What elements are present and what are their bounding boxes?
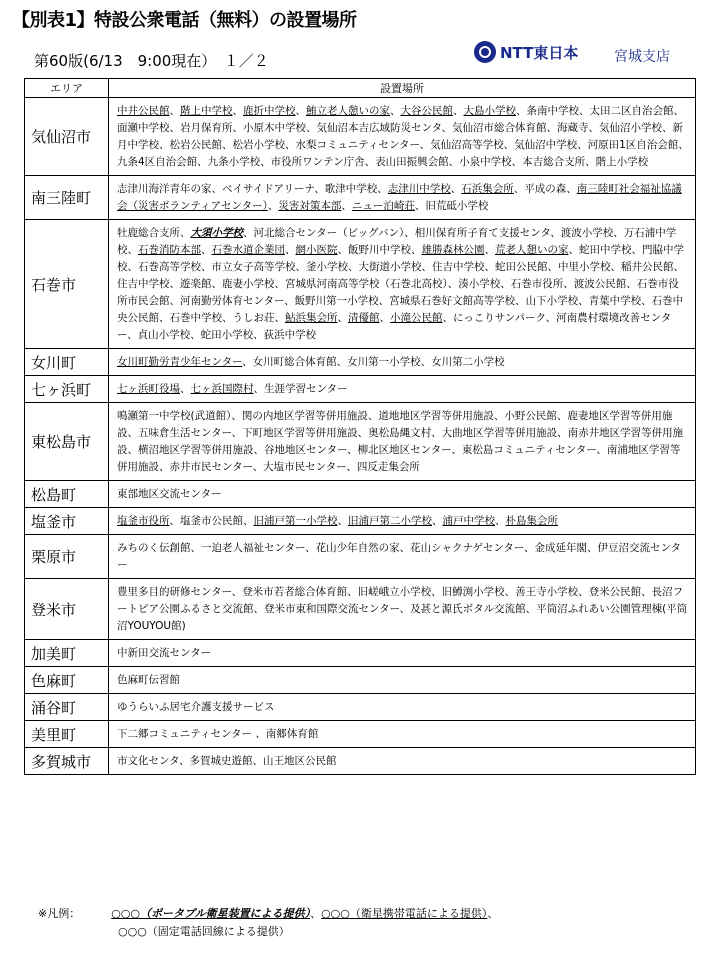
places-cell (109, 640, 696, 667)
place-segment: 市文化センタ、多賀城史遊館、山王地区公民館 (117, 755, 337, 767)
places-cell (109, 220, 696, 349)
place-segment-emphasized: 大谷公民館 (400, 105, 453, 117)
place-segment-emphasized: 災害対策本部 (278, 200, 342, 212)
place-segment-emphasized: 石巻消防本部 (138, 244, 201, 256)
places-cell (109, 176, 696, 220)
area-name: 登米市 (25, 579, 109, 640)
place-segment: 、 (453, 105, 464, 117)
place-segment: 、 (390, 105, 401, 117)
table-row (25, 667, 696, 694)
place-segment: 、 (484, 244, 495, 256)
places-cell (109, 721, 696, 748)
place-segment: 、 (379, 312, 390, 324)
table-header-row (25, 79, 696, 98)
place-segment-emphasized: 朴島集会所 (505, 515, 558, 527)
table-row (25, 220, 696, 349)
page-title: 【別表1】特設公衆電話（無料）の設置場所 (12, 10, 357, 31)
place-segment: 、 (432, 515, 443, 527)
places-cell (109, 694, 696, 721)
places-cell (109, 349, 696, 376)
place-segment: 、 (285, 244, 296, 256)
locations-table (24, 78, 696, 775)
place-segment: 、 (450, 183, 462, 195)
place-segment: 、平成の森、 (513, 183, 577, 195)
legend-satellite-phone: ○○○（衛星携帯電話による提供） (321, 907, 488, 920)
legend-line-2 (38, 923, 498, 941)
legend-portable-satellite: ○○○（ポータブル衛星装置による提供） (111, 907, 311, 920)
legend-label: ※凡例： (38, 907, 81, 920)
legend-separator: 、 (310, 907, 322, 920)
place-segment: 、 (337, 312, 348, 324)
place-segment-emphasized: 網小医院 (295, 244, 338, 256)
place-segment: 志津川海洋青年の家、ベイサイドアリーナ、歌津中学校、 (117, 183, 388, 195)
column-header-area: エリア (25, 79, 109, 98)
area-name: 気仙沼市 (25, 98, 109, 176)
place-segment-emphasized: 荒老人憩いの家 (495, 244, 569, 256)
place-segment-emphasized: 鮪立老人憩いの家 (306, 105, 390, 117)
place-segment-emphasized: 中井公民館 (117, 105, 170, 117)
legend-separator: 、 (487, 907, 499, 920)
place-segment: 牡鹿総合支所、 (117, 227, 191, 239)
ntt-logo-icon (474, 41, 496, 63)
table-row (25, 403, 696, 481)
logo-text: NTT東日本 (500, 43, 579, 62)
area-name: 石巻市 (25, 220, 109, 349)
table-row (25, 579, 696, 640)
table-row (25, 176, 696, 220)
place-segment: 鳴瀬第一中学校(武道館）、関の内地区学習等併用施設、道地地区学習等併用施設、小野公民館、鹿妻地区学習等併用施設、五味倉生活センター、下町地区学習等併用施設、奥松島縄文村、大曲地区学習等併用施設、南赤井地区学習等併用施設、横沼地区学習等併用施設、谷地地区センター、柳北区地区センター、東松島コミュニティセンター、南浦地区学習等併用施設、赤井市民センター、大塩市民センター、四反走集会所 (117, 410, 684, 473)
table-row (25, 535, 696, 579)
table-row (25, 481, 696, 508)
table-row (25, 694, 696, 721)
place-segment-emphasized: 大島小学校 (463, 105, 516, 117)
places-cell (109, 667, 696, 694)
area-name: 東松島市 (25, 403, 109, 481)
place-segment: ゆうらいふ居宅介護支援サービス (117, 701, 275, 713)
table-row (25, 640, 696, 667)
place-segment: 、飯野川中学校、 (337, 244, 422, 256)
area-name: 七ヶ浜町 (25, 376, 109, 403)
place-segment-emphasized: 七ヶ浜町役場 (117, 383, 180, 395)
area-name: 栗原市 (25, 535, 109, 579)
place-segment: 、条南中学校、太田二区自治会館、面瀬中学校、岩月保育所、小原木中学校、気仙沼本吉広域防災センタ、気仙沼市総合体育館、海蔵寺、気仙沼小学校、新月中学校、松岩公民館、松岩小学校、水梨コミュニティセンター、気仙沼高等学校、気仙沼中学校、河原田1区自治会館、九条4区自治会館、九条小学校、市役所ワンテン庁舎、表山田振興会館、小泉中学校、本吉総合支所、階上小学校 (117, 105, 689, 168)
place-segment: 、 (341, 200, 352, 212)
place-segment-emphasized: 旧浦戸第二小学校 (348, 515, 432, 527)
place-segment: 中新田交流センター (117, 647, 212, 659)
place-segment-emphasized: 浦戸中学校 (442, 515, 495, 527)
places-cell (109, 376, 696, 403)
place-segment-emphasized: 塩釜市役所 (117, 515, 170, 527)
table-row (25, 376, 696, 403)
edition-label: 第60版(6/13 9:00現在） １／２ (34, 52, 269, 70)
place-segment: 下二郷コミュニティセンター 、南郷体育館 (117, 728, 319, 740)
place-segment-emphasized: 鮎浜集会所 (285, 312, 338, 324)
place-segment: 豊里多目的研修センター、登米市若者総合体育館、旧嵯峨立小学校、旧鱒渕小学校、善王寺小学校、登米公民館、長沼フートピア公園ふるさと交流館、登米市東和国際交流センター、及甚と源氏ボタル交流館、平筒沼ふれあい公園管理棟(平筒沼YOUYOU館) (117, 586, 688, 632)
place-segment: 、 (169, 105, 180, 117)
legend-line-1 (38, 905, 498, 923)
place-segment-emphasized: 清優館 (348, 312, 380, 324)
places-cell (109, 403, 696, 481)
place-segment: 、旧荒砥小学校 (414, 200, 489, 212)
legend-fixed-line: ○○○（固定電話回線による提供） (118, 925, 290, 938)
area-name: 涌谷町 (25, 694, 109, 721)
area-name: 多賀城市 (25, 748, 109, 775)
place-segment: 、女川町総合体育館、女川第一小学校、女川第二小学校 (242, 356, 505, 368)
place-segment: 、蛇田中学校、門脇中学校、石巻高等学校、市立女子高等学校、釜小学校、大街道小学校、住吉中学校、蛇田公民館、中里小学校、稲井公民館、住吉中学校、遊楽館、鹿妻小学校、宮城県河南高等学校（石巻北高校）、湊小学校、石巻市役所、渡波公民館、石巻市役所市民会館、河南勤労体育センター、飯野川第一小学校、宮城県石巻好文館高等学校、山下小学校、青葉中学校、石巻中央公民館、石巻中学校、うしお荘、 (117, 244, 684, 324)
places-cell (109, 508, 696, 535)
places-cell (109, 535, 696, 579)
table-row (25, 748, 696, 775)
place-segment: 、 (232, 105, 243, 117)
place-segment: 色麻町伝習館 (117, 674, 180, 686)
area-name: 美里町 (25, 721, 109, 748)
place-segment-emphasized: 志津川中学校 (387, 183, 451, 195)
place-segment-emphasized: 七ヶ浜国際村 (190, 383, 254, 395)
area-name: 塩釜市 (25, 508, 109, 535)
area-name: 加美町 (25, 640, 109, 667)
place-segment-emphasized: 石巻水道企業団 (211, 244, 285, 256)
place-segment: 、にっこりサンパーク、河南農村環境改善センター、貞山小学校、蛇田小学校、荻浜中学校 (117, 312, 672, 341)
place-segment: 、生涯学習センター (253, 383, 348, 395)
place-segment: 、 (180, 383, 191, 395)
places-cell (109, 748, 696, 775)
place-segment: 、 (201, 244, 212, 256)
places-cell (109, 481, 696, 508)
ntt-logo (474, 41, 578, 63)
area-name: 女川町 (25, 349, 109, 376)
place-segment-emphasized: 女川町勤労青少年センター (117, 356, 243, 368)
area-name: 南三陸町 (25, 176, 109, 220)
place-segment-emphasized: 小滝公民館 (390, 312, 443, 324)
place-segment-emphasized: 旧浦戸第一小学校 (253, 515, 338, 527)
place-segment: 、 (295, 105, 306, 117)
table-row (25, 508, 696, 535)
place-segment-emphasized: 南三陸町社会福祉協議会（災害ボランティアセンター） (117, 183, 682, 212)
area-name: 松島町 (25, 481, 109, 508)
place-segment-emphasized: 大須小学校 (190, 227, 243, 239)
area-name: 色麻町 (25, 667, 109, 694)
table-row (25, 721, 696, 748)
place-segment-emphasized: 鹿折中学校 (243, 105, 296, 117)
table-row (25, 98, 696, 176)
place-segment: 、塩釜市公民館、 (169, 515, 254, 527)
column-header-places: 設置場所 (109, 79, 696, 98)
place-segment: 、 (337, 515, 348, 527)
place-segment-emphasized: 階上中学校 (180, 105, 233, 117)
place-segment-emphasized: 石浜集会所 (461, 183, 514, 195)
table-row (25, 349, 696, 376)
place-segment: 、河北総合センター（ビッグバン）、相川保育所子育て支援センタ、渡波小学校、万石浦中学校、 (117, 227, 677, 256)
place-segment: 、 (267, 200, 279, 212)
places-cell (109, 98, 696, 176)
place-segment: みちのく伝創館、一迫老人福祉センター、花山少年自然の家、花山シャクナゲセンター、金成延年閣、伊豆沼交流センター (117, 542, 682, 571)
branch-name: 宮城支店 (614, 49, 670, 65)
legend (38, 905, 498, 941)
places-cell (109, 579, 696, 640)
place-segment: 東部地区交流センター (117, 488, 222, 500)
place-segment-emphasized: ニュー泊崎荘 (351, 200, 415, 212)
place-segment-emphasized: 雄勝森林公園 (421, 244, 485, 256)
place-segment: 、 (495, 515, 506, 527)
